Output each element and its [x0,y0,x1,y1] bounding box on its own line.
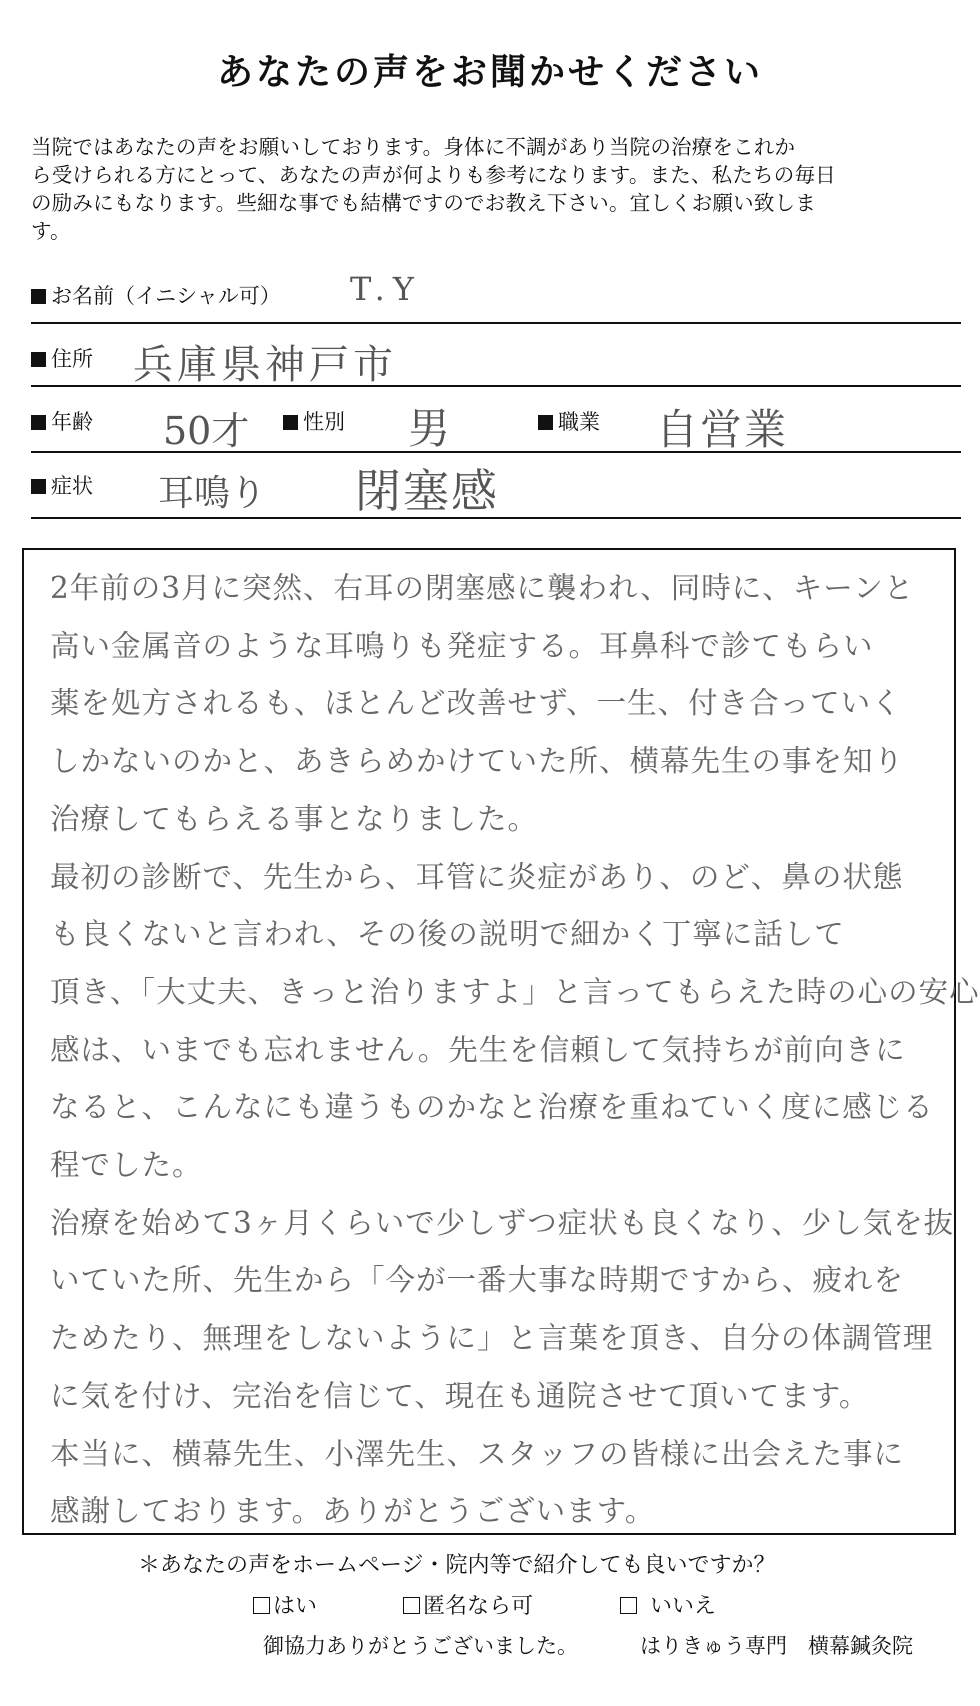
page-title: あなたの声をお聞かせください [216,52,763,93]
intro-line: ら受けられる方にとって、あなたの声が何よりも参考になります。また、私たちの毎日 [31,163,836,187]
address-field-label: 住所 [31,343,93,373]
testimonial-line: 感謝しております。ありがとうございます。 [50,1494,656,1529]
intro-line: の励みにもなります。些細な事でも結構ですのでお教え下さい。宜しくお願い致しま [31,191,816,215]
testimonial-line: しかないのかと、あきらめかけていた所、横幕先生の事を知り [50,744,905,779]
intro-line: す。 [31,219,71,243]
consent-option-yes[interactable]: はい [253,1589,317,1620]
testimonial-line: 最初の診断で、先生から、耳管に炎症があり、のど、鼻の状態 [50,859,904,894]
intro-text [31,133,951,245]
consent-option-no[interactable]: いいえ [620,1589,716,1620]
bullet-square [538,415,553,430]
testimonial-line: 治療を始めて3ヶ月くらいで少しずつ症状も良くなり、少し気を抜 [50,1205,955,1240]
age-field-label: 年齢 [31,406,93,436]
testimonial-line: 薬を処方されるも、ほとんど改善せず、一生、付き合っていく [50,686,902,721]
testimonial-line: に気を付け、完治を信じて、現在も通院させて頂いてます。 [50,1378,870,1413]
details-underline [31,451,961,453]
occupation-field-label: 職業 [538,406,600,436]
bullet-square [31,479,46,494]
intro-line: 当院ではあなたの声をお願いしております。身体に不調があり当院の治療をこれか [31,135,796,159]
name-underline [31,322,961,324]
testimonial-line: ためたり、無理をしないように」と言葉を頂き、自分の体調管理 [50,1321,934,1356]
bullet-square [283,415,298,430]
address-underline [31,385,961,387]
symptom-value-2: 閉塞感 [355,464,499,518]
gender-field-label: 性別 [283,406,345,436]
testimonial-line: なると、こんなにも違うものかなと治療を重ねていく度に感じる [50,1090,934,1125]
checkbox-icon[interactable] [403,1597,420,1614]
symptom-value-1: 耳鳴り [158,473,267,514]
address-value: 兵庫県神戸市 [133,342,397,388]
clinic-name: はりきゅう専門 横幕鍼灸院 [640,1634,913,1658]
bullet-square [31,289,46,304]
bullet-square [31,352,46,367]
testimonial-line: 本当に、横幕先生、小澤先生、スタッフの皆様に出会えた事に [50,1436,905,1471]
name-value: T.Y [350,270,422,308]
testimonial-line: 頂き、「大丈夫、きっと治りますよ」と言ってもらえた時の心の安心 [50,974,980,1009]
testimonial-line: 治療してもらえる事となりました。 [50,801,539,836]
checkbox-icon[interactable] [253,1597,270,1614]
testimonial-text [50,560,980,1541]
consent-option-anonymous[interactable]: 匿名なら可 [403,1589,533,1620]
symptoms-underline [31,517,961,519]
testimonial-line: いていた所、先生から「今が一番大事な時期ですから、疲れを [50,1263,905,1298]
consent-question: ＊あなたの声をホームページ・院内等で紹介しても良いですか？ [138,1553,776,1578]
testimonial-line: 感は、いまでも忘れません。先生を信頼して気持ちが前向きに [50,1032,906,1067]
thanks-text: 御協力ありがとうございました。 [263,1634,578,1658]
symptoms-field-label: 症状 [31,470,93,500]
testimonial-line: も良くないと言われ、その後の説明で細かく丁寧に話して [50,917,845,952]
bullet-square [31,415,46,430]
testimonial-line: 程でした。 [50,1148,203,1183]
age-value: 50才 [163,409,250,453]
name-field-label: お名前（イニシャル可） [31,280,281,310]
gender-value: 男 [408,404,451,453]
occupation-value: 自営業 [656,405,789,454]
testimonial-line: 2年前の3月に突然、右耳の閉塞感に襲われ、同時に、キーンと [50,571,915,605]
checkbox-icon[interactable] [620,1597,637,1614]
testimonial-line: 高い金属音のような耳鳴りも発症する。耳鼻科で診てもらい [50,628,874,663]
